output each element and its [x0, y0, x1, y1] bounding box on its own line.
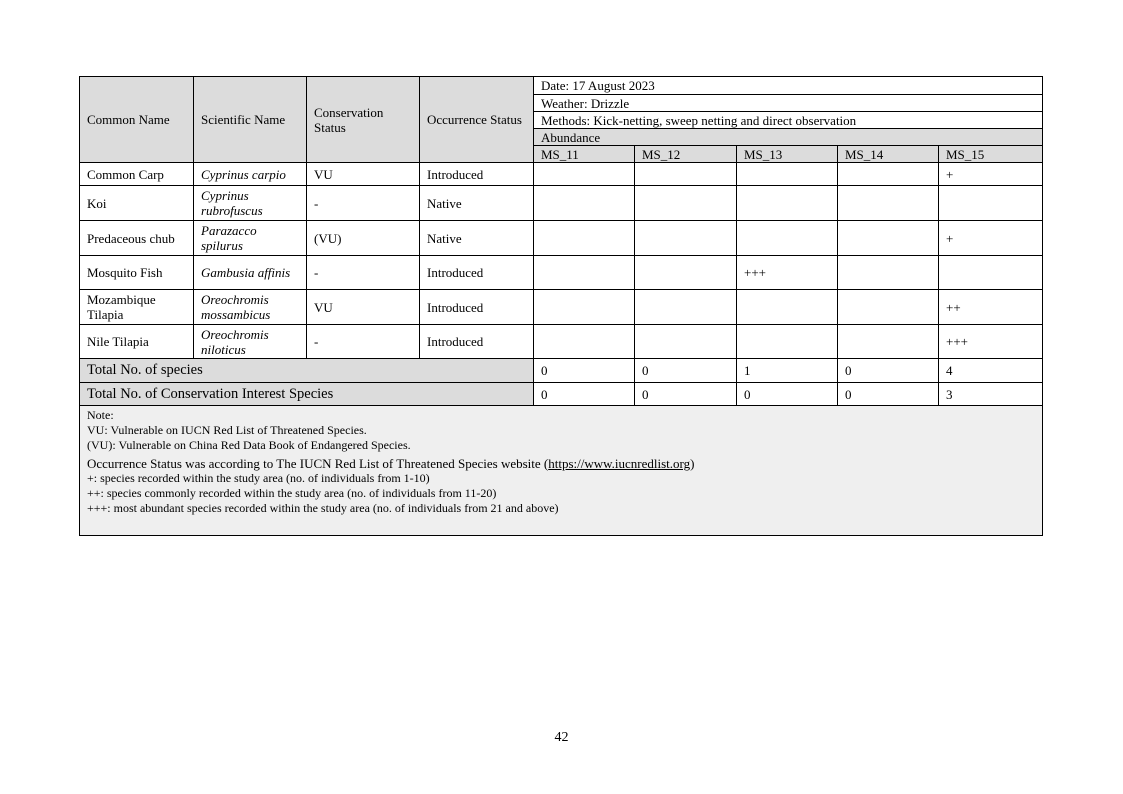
abundance-cell: +++ — [737, 256, 838, 290]
table-row — [80, 256, 1043, 290]
conservation-cell: VU — [307, 290, 420, 325]
header-date: Date: 17 August 2023 — [534, 77, 1043, 95]
scientific-name-cell: Oreochromis niloticus — [194, 325, 307, 359]
total-cell: 0 — [534, 383, 635, 406]
abundance-cell — [838, 256, 939, 290]
abundance-cell — [635, 290, 737, 325]
header-site: MS_14 — [838, 146, 939, 163]
total-cell: 4 — [939, 359, 1043, 383]
abundance-cell — [534, 290, 635, 325]
total-cell: 1 — [737, 359, 838, 383]
header-abundance: Abundance — [534, 129, 1043, 146]
table-row — [80, 221, 1043, 256]
note-plus2: ++: species commonly recorded within the study area (no. of individuals from 11-20) — [87, 486, 497, 500]
common-name-cell: Nile Tilapia — [80, 325, 194, 359]
abundance-cell — [534, 256, 635, 290]
common-name-cell: Mozambique Tilapia — [80, 290, 194, 325]
conservation-cell: - — [307, 325, 420, 359]
species-table — [79, 76, 1043, 536]
abundance-cell — [939, 186, 1043, 221]
note-heading: Note: — [87, 408, 114, 422]
total-cell: 0 — [838, 383, 939, 406]
conservation-cell: (VU) — [307, 221, 420, 256]
abundance-cell — [635, 221, 737, 256]
total-cell: 0 — [635, 383, 737, 406]
abundance-cell — [534, 186, 635, 221]
notes-row — [80, 406, 1043, 536]
notes — [80, 406, 1043, 536]
occurrence-cell: Native — [420, 186, 534, 221]
header-weather: Weather: Drizzle — [534, 95, 1043, 112]
header-conservation-status: Conservation Status — [307, 77, 420, 163]
abundance-cell: + — [939, 221, 1043, 256]
common-name-cell: Predaceous chub — [80, 221, 194, 256]
note-occurrence — [87, 456, 1035, 471]
abundance-cell — [534, 221, 635, 256]
occurrence-cell: Introduced — [420, 256, 534, 290]
header-site: MS_13 — [737, 146, 838, 163]
scientific-name-cell: Cyprinus rubrofuscus — [194, 186, 307, 221]
page-number: 42 — [554, 730, 569, 745]
table-row — [80, 325, 1043, 359]
abundance-cell — [838, 221, 939, 256]
note-occurrence-suffix: ) — [690, 456, 695, 471]
common-name-cell: Koi — [80, 186, 194, 221]
abundance-cell — [737, 186, 838, 221]
occurrence-cell: Introduced — [420, 290, 534, 325]
header-site: MS_12 — [635, 146, 737, 163]
header-scientific-name: Scientific Name — [194, 77, 307, 163]
abundance-cell — [838, 325, 939, 359]
abundance-cell — [838, 163, 939, 186]
abundance-cell — [737, 325, 838, 359]
total-cell: 0 — [635, 359, 737, 383]
abundance-cell — [737, 290, 838, 325]
total-cell: 0 — [534, 359, 635, 383]
abundance-cell — [737, 163, 838, 186]
scientific-name-cell: Parazacco spilurus — [194, 221, 307, 256]
table-row — [80, 186, 1043, 221]
scientific-name-cell: Cyprinus carpio — [194, 163, 307, 186]
abundance-cell — [635, 163, 737, 186]
total-row — [80, 383, 1043, 406]
header-methods: Methods: Kick-netting, sweep netting and direct observation — [534, 112, 1043, 129]
conservation-cell: - — [307, 186, 420, 221]
occurrence-cell: Introduced — [420, 325, 534, 359]
scientific-name-cell: Oreochromis mossambicus — [194, 290, 307, 325]
abundance-cell — [635, 256, 737, 290]
iucn-link[interactable]: https://www.iucnredlist.org — [548, 456, 691, 471]
header-site: MS_11 — [534, 146, 635, 163]
abundance-cell — [939, 256, 1043, 290]
abundance-cell — [635, 186, 737, 221]
note-vu-china: (VU): Vulnerable on China Red Data Book of Endangered Species. — [87, 438, 411, 452]
abundance-cell — [838, 186, 939, 221]
header-site: MS_15 — [939, 146, 1043, 163]
abundance-cell: + — [939, 163, 1043, 186]
common-name-cell: Common Carp — [80, 163, 194, 186]
abundance-cell — [737, 221, 838, 256]
header-common-name: Common Name — [80, 77, 194, 163]
abundance-cell — [635, 325, 737, 359]
table-row — [80, 290, 1043, 325]
total-conservation-label: Total No. of Conservation Interest Species — [80, 383, 534, 406]
total-cell: 0 — [838, 359, 939, 383]
abundance-cell — [838, 290, 939, 325]
common-name-cell: Mosquito Fish — [80, 256, 194, 290]
table-row — [80, 163, 1043, 186]
abundance-cell: ++ — [939, 290, 1043, 325]
total-species-label: Total No. of species — [80, 359, 534, 383]
abundance-cell: +++ — [939, 325, 1043, 359]
occurrence-cell: Native — [420, 221, 534, 256]
conservation-cell: VU — [307, 163, 420, 186]
total-cell: 0 — [737, 383, 838, 406]
total-cell: 3 — [939, 383, 1043, 406]
total-row — [80, 359, 1043, 383]
note-plus3: +++: most abundant species recorded within the study area (no. of individuals from 21 and above) — [87, 501, 559, 515]
conservation-cell: - — [307, 256, 420, 290]
occurrence-cell: Introduced — [420, 163, 534, 186]
scientific-name-cell: Gambusia affinis — [194, 256, 307, 290]
header-occurrence-status: Occurrence Status — [420, 77, 534, 163]
note-plus1: +: species recorded within the study area (no. of individuals from 1-10) — [87, 471, 430, 485]
note-occurrence-text: Occurrence Status was according to The IUCN Red List of Threatened Species website ( — [87, 456, 549, 471]
abundance-cell — [534, 325, 635, 359]
abundance-cell — [534, 163, 635, 186]
note-vu: VU: Vulnerable on IUCN Red List of Threatened Species. — [87, 423, 367, 437]
